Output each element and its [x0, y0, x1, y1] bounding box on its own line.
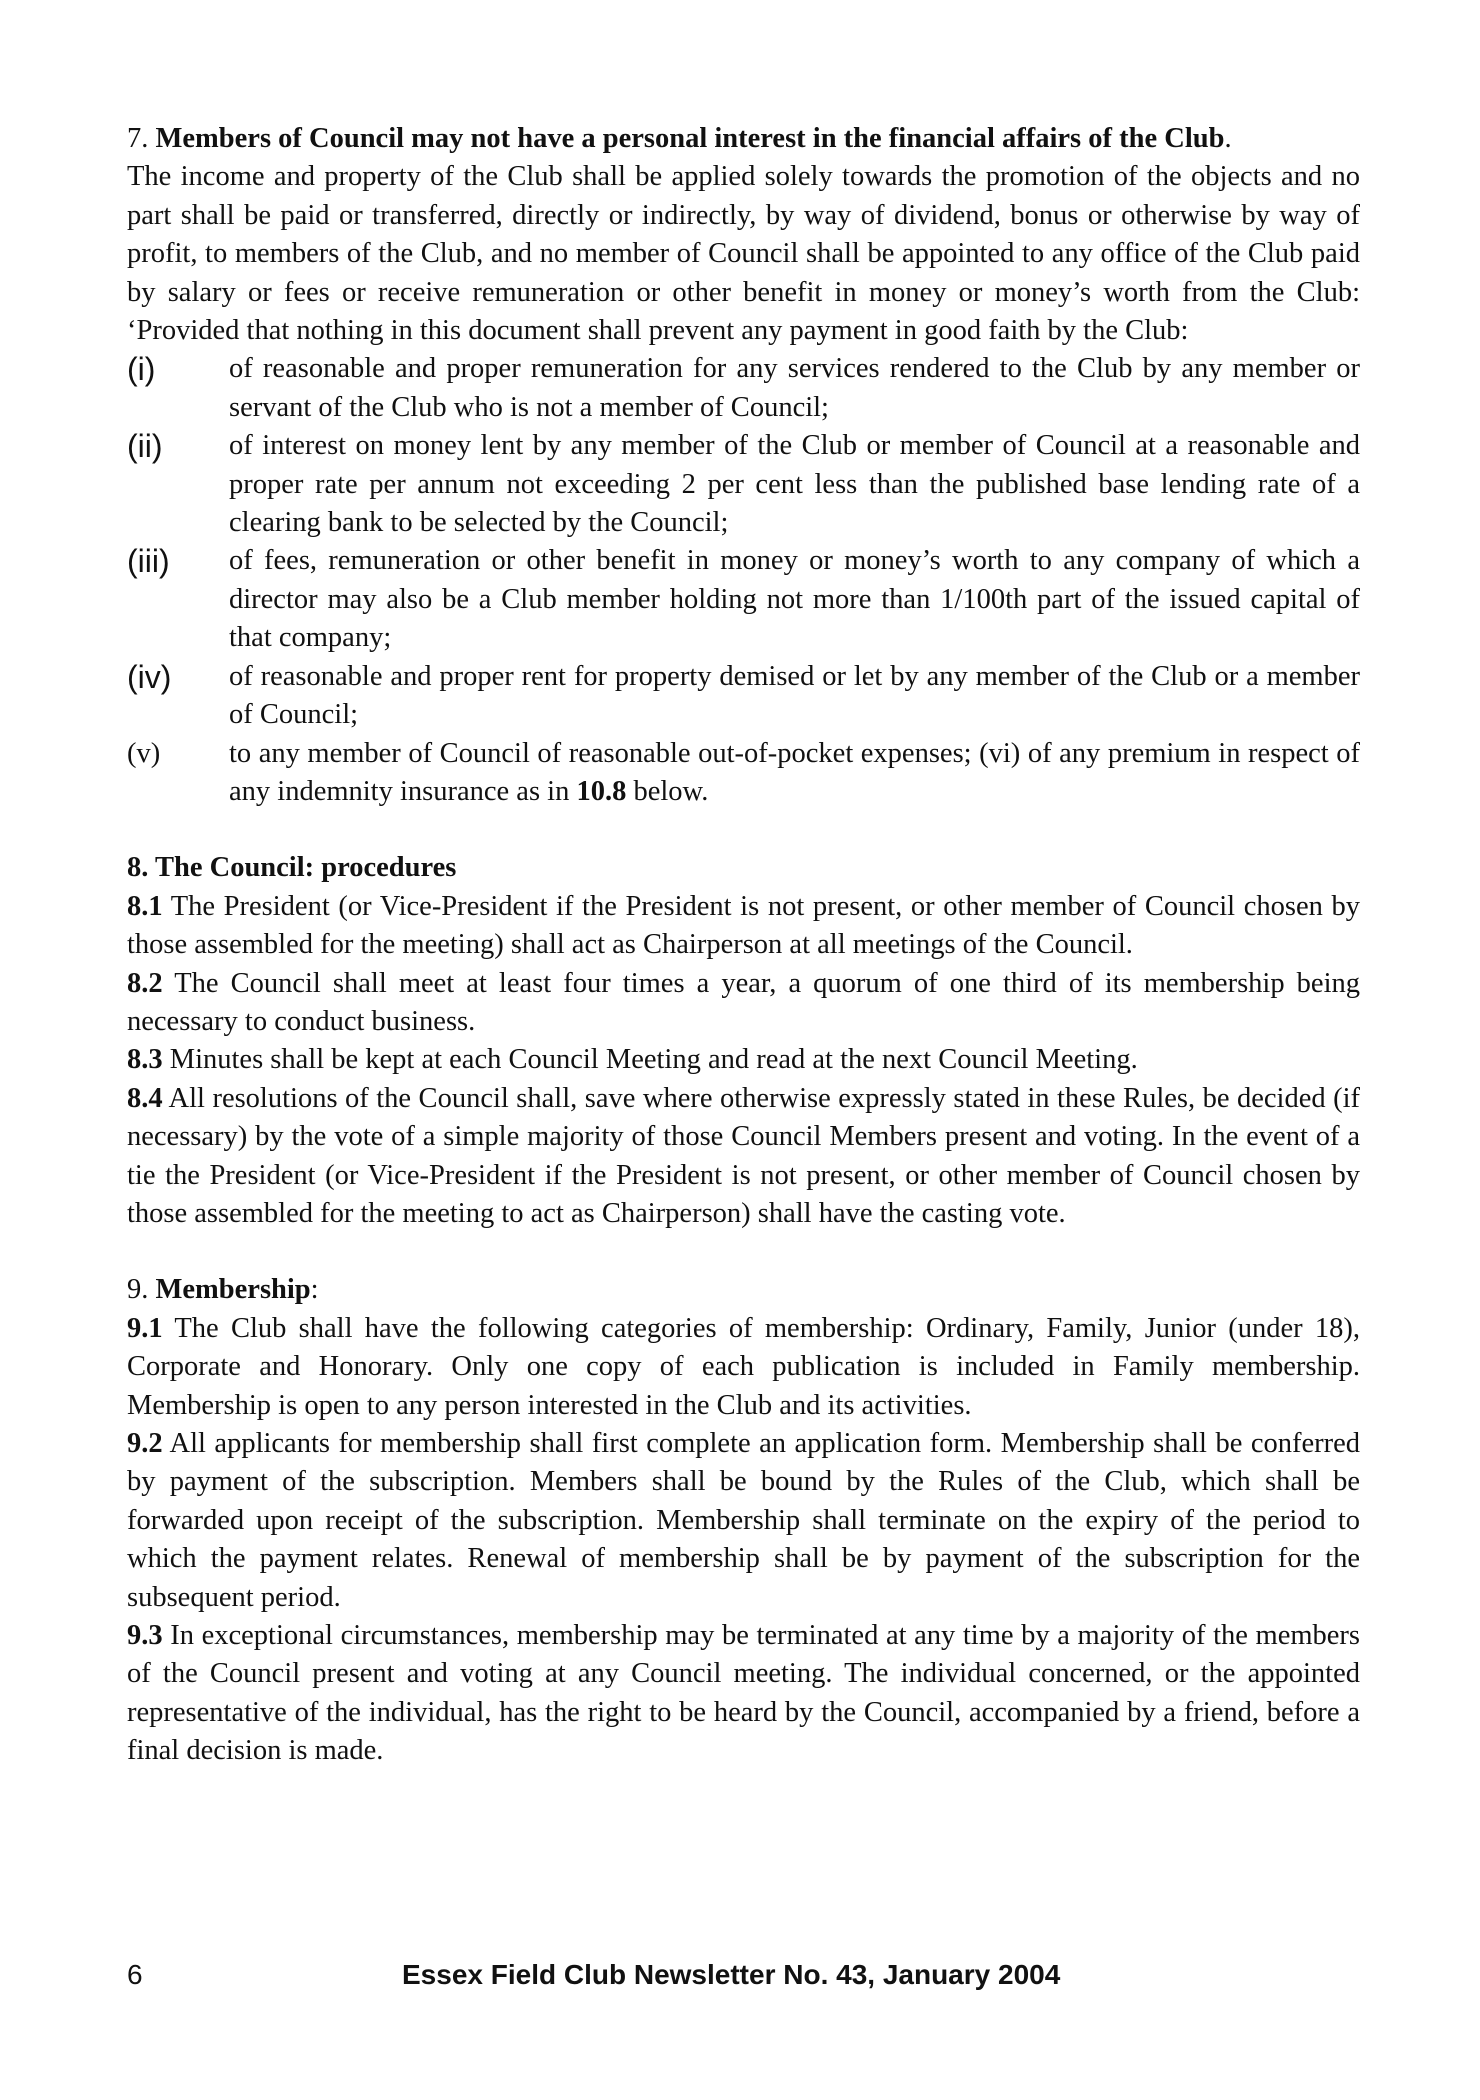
section-7-body: The income and property of the Club shall be applied solely towards the promotion of the objects and no part shall be paid or transferred, directly or indirectly, by way of dividend, bonus or otherwise by way of profit, to members of the Club, and no member of Council shall be appointed to any office of the Club paid by salary or fees or receive remuneration or other benefit in money or money’s worth from the Club: ‘Provided that nothing in this document shall prevent any payment in good faith by the Club: [127, 161, 1360, 347]
list-item [127, 658, 1360, 735]
list-item [127, 350, 1360, 427]
clause-number: 9.3 [127, 1620, 163, 1652]
list-item-text [229, 735, 1360, 812]
clause-number: 9.1 [127, 1312, 163, 1344]
list-item-text-part: below. [626, 775, 709, 807]
list-item-text: of reasonable and proper remuneration for any services rendered to the Club by any member or servant of the Club who is not a member of Council; [229, 353, 1360, 423]
clause [127, 1425, 1360, 1617]
section-7-heading: 7. Members of Council may not have a personal interest in the financial affairs of the Club. [127, 123, 1232, 154]
section-9-heading: 9. Membership: [127, 1274, 319, 1306]
list-marker: (iv) [127, 658, 172, 695]
section-9-number: 9 [127, 1274, 142, 1306]
clause-text: In exceptional circumstances, membership may be terminated at any time by a majority of the members of the Council present and voting at any Council meeting. The individual concerned, or the appointed representative of the individual, has the right to be heard by the Council, accompanied by a friend, before a final decision is made. [127, 1620, 1360, 1767]
list-marker: (v) [127, 737, 161, 769]
clause-number: 8.2 [127, 967, 163, 999]
clause-text: The Club shall have the following categories of membership: Ordinary, Family, Junior (under 18), Corporate and Honorary. Only one copy of each publication is included in Family membership. Membership is open to any person interested in the Club and its activities. [127, 1312, 1360, 1421]
clause [127, 1617, 1360, 1771]
list-item-text-part: to any member of Council of reasonable out-of-pocket expenses; (vi) of any premium in respect of any indemnity insurance as in [229, 737, 1360, 807]
section-8-heading: 8. The Council: procedures [127, 852, 457, 884]
section-9-title: Membership [155, 1274, 311, 1306]
section-7-title: Members of Council may not have a personal interest in the financial affairs of the Club [155, 123, 1225, 154]
clause-number: 9.2 [127, 1428, 163, 1459]
list-marker: (ii) [127, 428, 163, 465]
list-marker: (i) [127, 351, 156, 388]
clause-text: Minutes shall be kept at each Council Meeting and read at the next Council Meeting. [169, 1044, 1138, 1076]
page-body [127, 120, 1360, 1771]
clause-text: All applicants for membership shall first complete an application form. Membership shall be conferred by payment of the subscription. Members shall be bound by the Rules of the Club, which shall be forwarded upon receipt of the subscription. Membership shall terminate on the expiry of the period to which the payment relates. Renewal of membership shall be by payment of the subscription for the subsequent period. [127, 1428, 1360, 1613]
rule-reference: 10.8 [576, 775, 627, 807]
list-item [127, 542, 1360, 657]
publication-title: Essex Field Club Newsletter No. 43, January 2004 [402, 1959, 1061, 1990]
clause-number: 8.1 [127, 890, 163, 922]
clause [127, 888, 1360, 965]
list-item-text: of fees, remuneration or other benefit in money or money’s worth to any company of which a director may also be a Club member holding not more than 1/100th part of the issued capital of that company; [229, 545, 1360, 654]
clause [127, 1310, 1360, 1425]
section-7-number: 7 [127, 123, 142, 154]
clause-text: All resolutions of the Council shall, save where otherwise expressly stated in these Rules, be decided (if necessary) by the vote of a simple majority of those Council Members present and voting. In the event of a tie the President (or Vice-President if the President is not present, or other member of Council chosen by those assembled for the meeting to act as Chairperson) shall have the casting vote. [127, 1082, 1360, 1229]
clause-number: 8.4 [127, 1082, 163, 1114]
list-item [127, 735, 1360, 812]
clause [127, 965, 1360, 1042]
list-item [127, 427, 1360, 542]
list-item-text: of reasonable and proper rent for property demised or let by any member of the Club or a member of Council; [229, 660, 1360, 731]
clause [127, 1041, 1360, 1079]
clause-text: The President (or Vice-President if the President is not present, or other member of Council chosen by those assembled for the meeting) shall act as Chairperson at all meetings of the Council. [127, 890, 1360, 961]
list-item-text: of interest on money lent by any member of the Club or member of Council at a reasonable and proper rate per annum not exceeding 2 per cent less than the published base lending rate of a clearing bank to be selected by the Council; [229, 430, 1360, 539]
page-number: 6 [127, 1959, 143, 1990]
clause-number: 8.3 [127, 1044, 163, 1076]
clause [127, 1080, 1360, 1234]
page-footer [127, 1955, 1360, 1995]
clause-text: The Council shall meet at least four times a year, a quorum of one third of its membership being necessary to conduct business. [127, 967, 1360, 1037]
list-marker: (iii) [127, 543, 170, 580]
